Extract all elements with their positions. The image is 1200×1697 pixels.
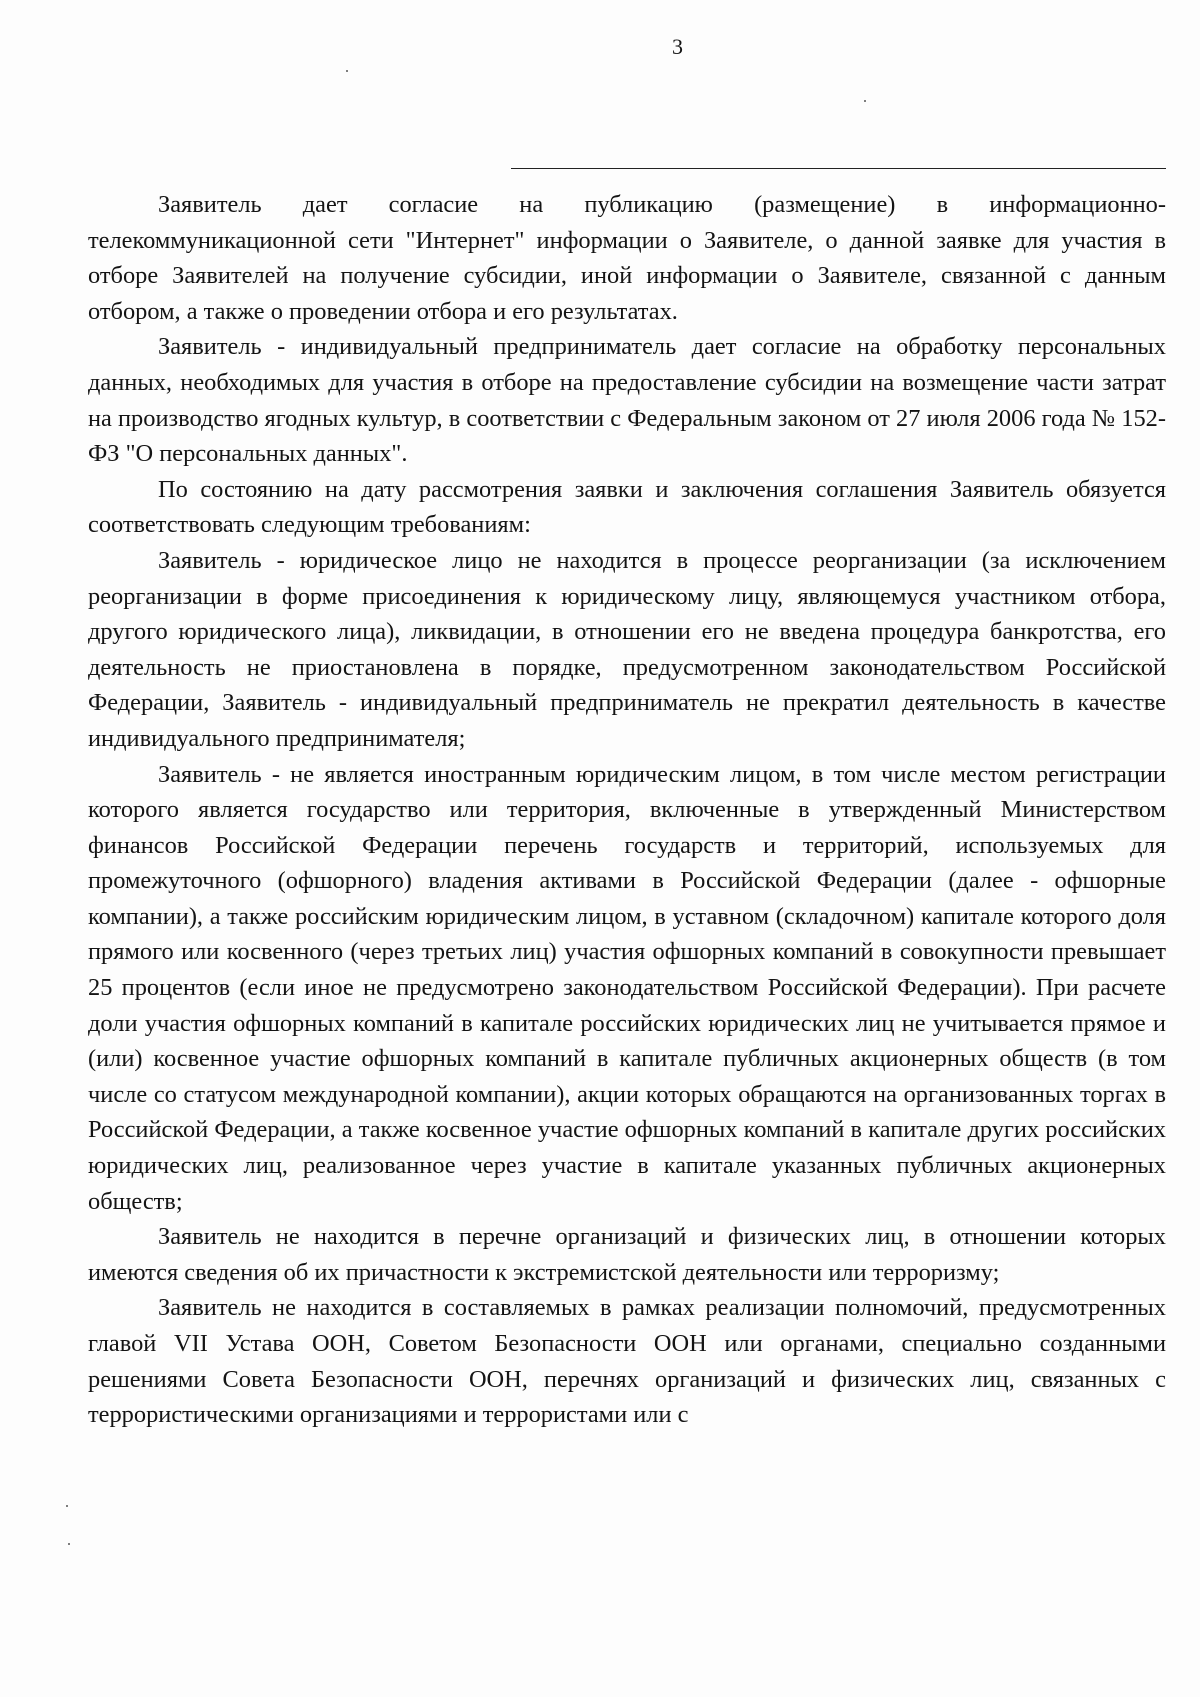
paragraph-consent-publication: Заявитель дает согласие на публикацию (размещение) в информационно-телекоммуникационной сети "Интернет" информации о Заявителе, о данной заявке для участия в отборе Заявителей на получение субсидии, иной информации о Заявителе, связанной с данным отбором, а также о проведении отбора и его результатах. [88,191,1166,325]
paragraph-reorganization: Заявитель - юридическое лицо не находится в процессе реорганизации (за исключением реорганизации в форме присоединения к юридическому лицу, являющемуся участником отбора, другого юридического лица), ликвидации, в отношении его не введена процедура банкротства, его деятельность не приостановлена в порядке, предусмотренном законодательством Российской Федерации, Заявитель - индивидуальный предприниматель не прекратил деятельность в качестве индивидуального предпринимателя; [88,546,1166,752]
page-number: 3 [672,34,683,59]
paragraph-offshore: Заявитель - не является иностранным юридическим лицом, в том числе местом регистрации которого является государство или территория, включенные в утвержденный Министерством финансов Российской Федерации перечень государств и территорий, используемых для промежуточного (офшорного) владения активами в Российской Федерации (далее - офшорные компании), а также российским юридическим лицом, в уставном (складочном) капитале которого доля прямого или косвенного (через третьих лиц) участия офшорных компаний в совокупности превышает 25 процентов (если иное не предусмотрено законодательством Российской Федерации). При расчете доли участия офшорных компаний в капитале российских юридических лиц не учитывается прямое и (или) косвенное участие офшорных компаний в капитале публичных акционерных обществ (в том числе со статусом международной компании), акции которых обращаются на организованных торгах в Российской Федерации, а также косвенное участие офшорных компаний в капитале других российских юридических лиц, реализованное через участие в капитале указанных публичных акционерных обществ; [88,760,1166,1215]
paragraph-obligations-intro: По состоянию на дату рассмотрения заявки и заключения соглашения Заявитель обязуется соответствовать следующим требованиям: [88,475,1166,539]
paragraph-un-lists: Заявитель не находится в составляемых в рамках реализации полномочий, предусмотренных главой VII Устава ООН, Советом Безопасности ООН или органами, специально созданными решениями Совета Безопасности ООН, перечнях организаций и физических лиц, связанных с террористическими организациями и террористами или с [88,1294,1166,1429]
scan-speck [346,70,348,72]
scan-speck [66,1505,68,1507]
scan-speck [68,1543,70,1545]
document-body [88,187,1166,1433]
horizontal-rule [511,168,1166,169]
paragraph-consent-personal-data: Заявитель - индивидуальный предприниматель дает согласие на обработку персональных данных, необходимых для участия в отборе на предоставление субсидии на возмещение части затрат на производство ягодных культур, в соответствии с Федеральным законом от 27 июля 2006 года № 152-ФЗ "О персональных данных". [88,333,1166,468]
scan-speck [864,100,866,102]
paragraph-extremism: Заявитель не находится в перечне организаций и физических лиц, в отношении которых имеются сведения об их причастности к экстремистской деятельности или терроризму; [88,1223,1166,1286]
